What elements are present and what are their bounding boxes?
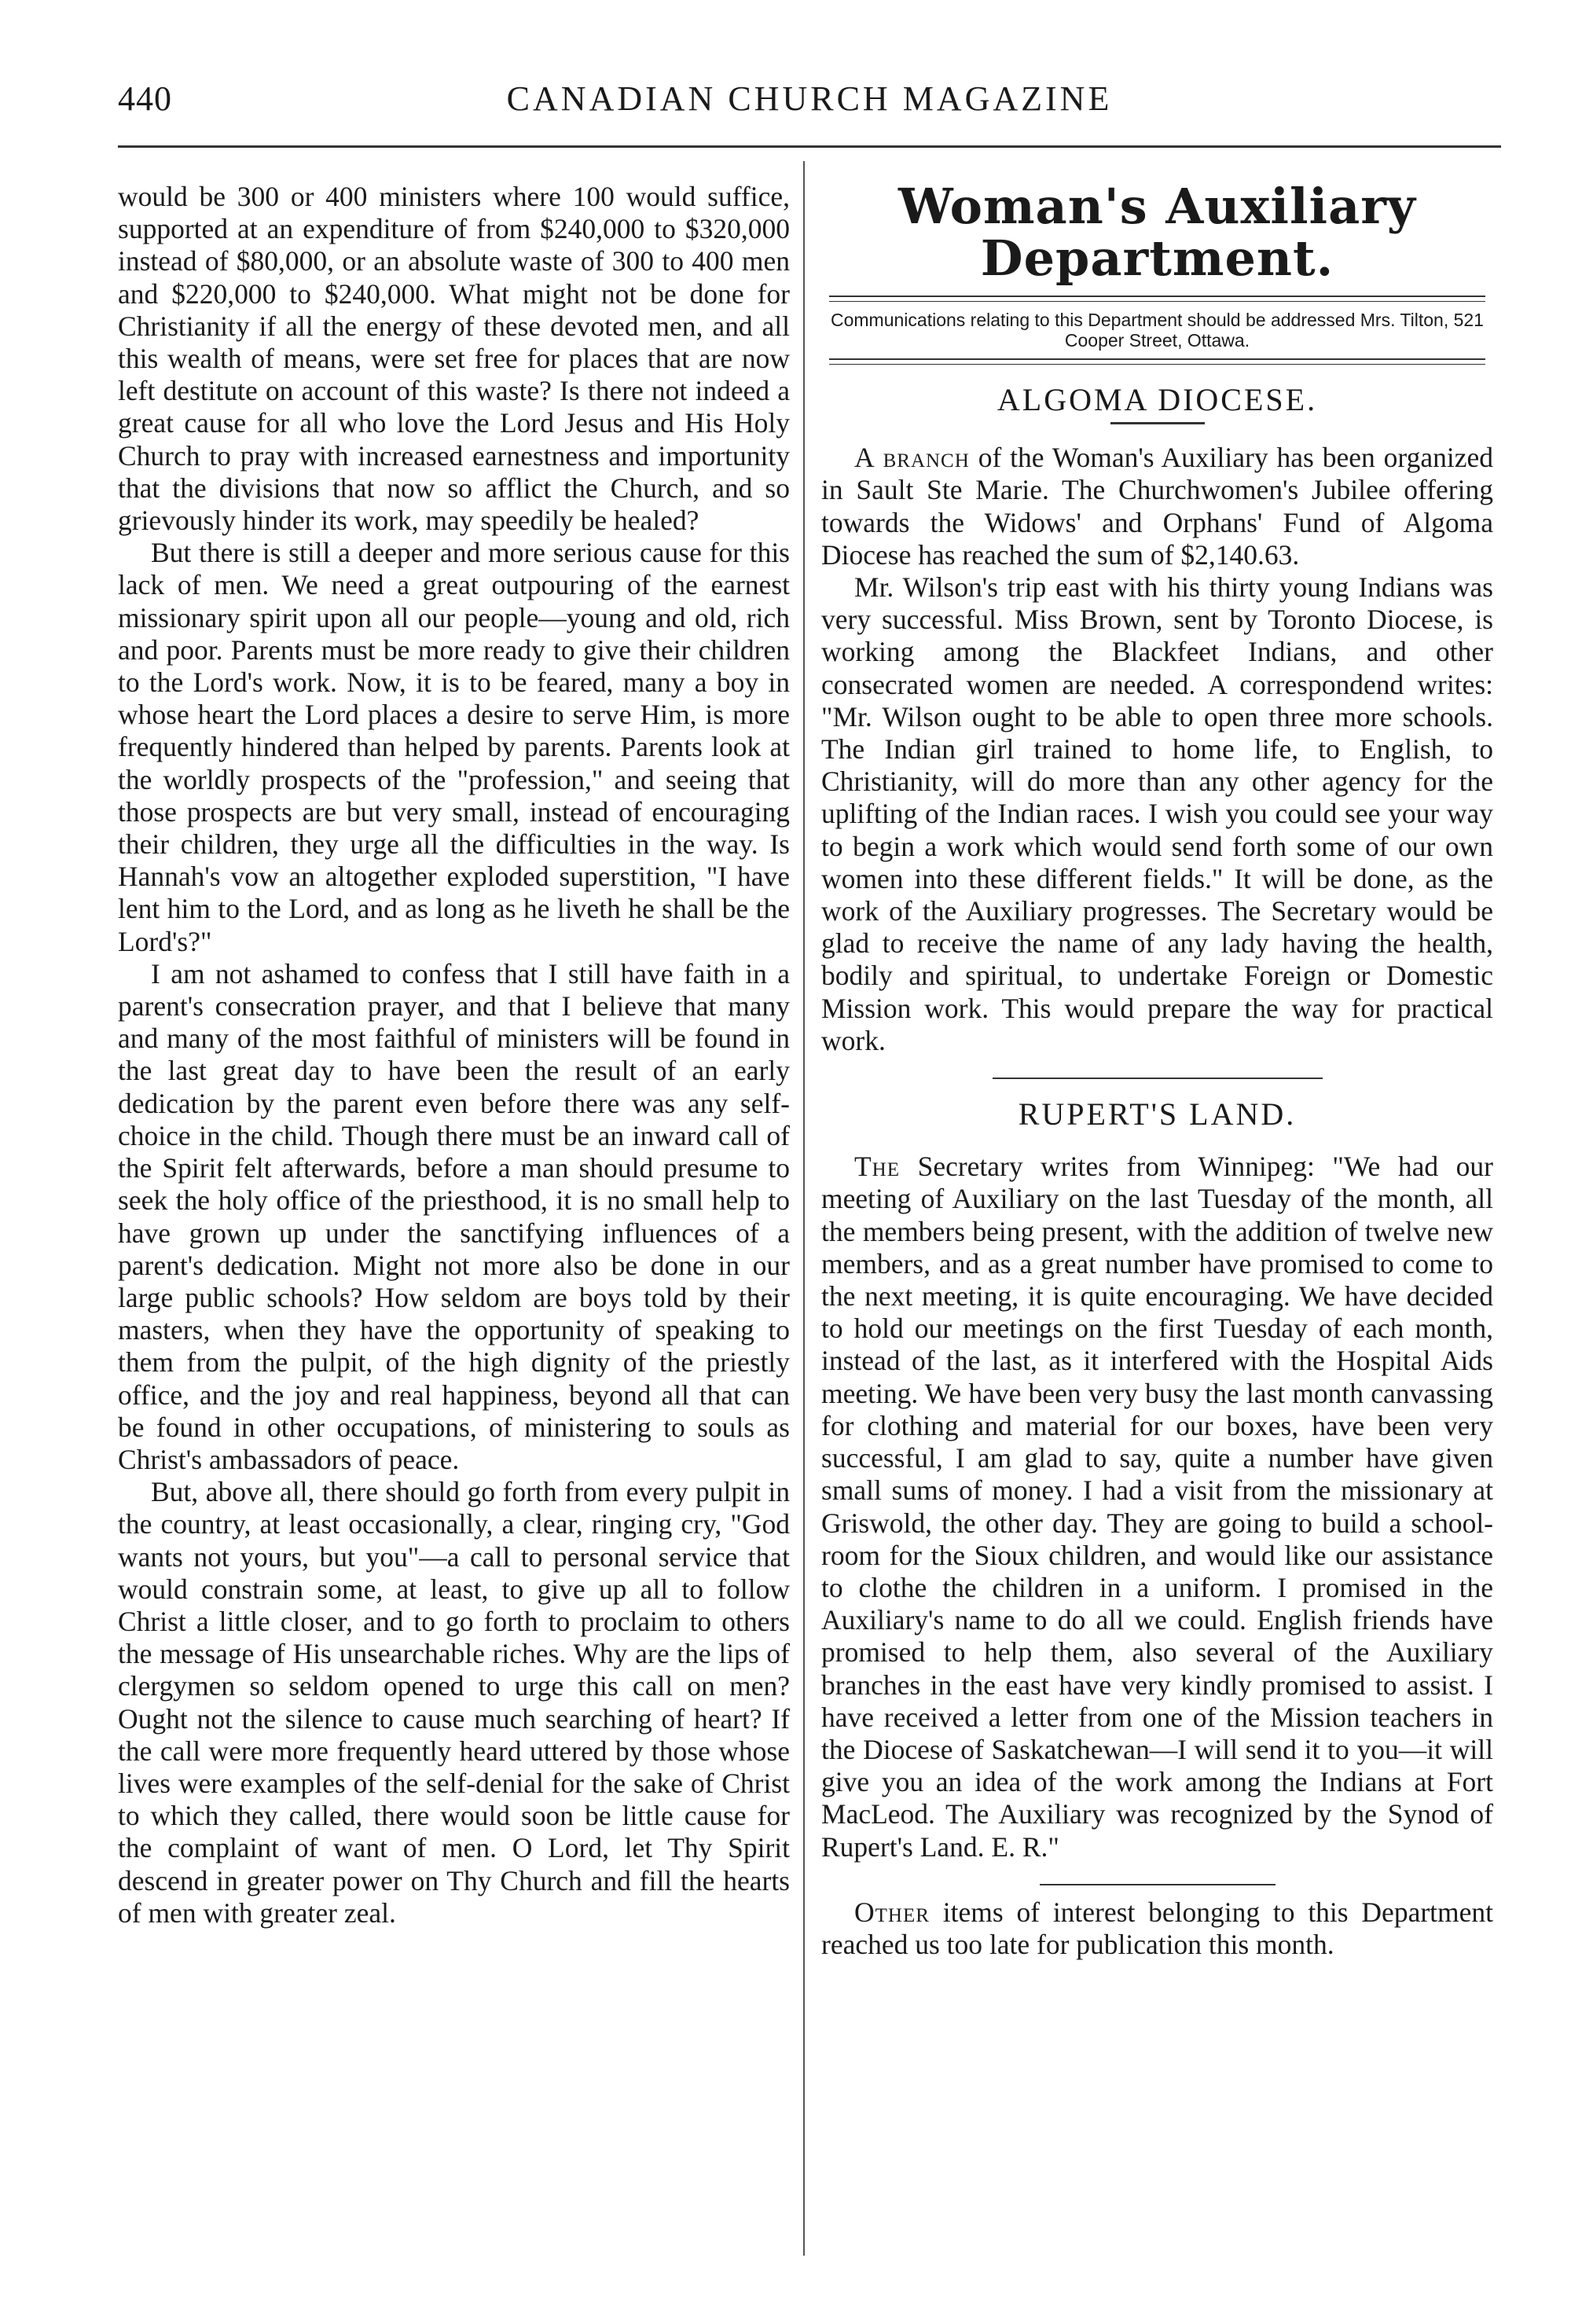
section-divider (1040, 1884, 1276, 1885)
paragraph-text: items of interest belonging to this Department reached us too late for publication this month. (821, 1896, 1493, 1960)
section-heading-algoma: ALGOMA DIOCESE. (997, 382, 1318, 417)
page-header (118, 79, 1501, 134)
department-title: Woman's Auxiliary Department. (898, 178, 1416, 287)
paragraph: would be 300 or 400 ministers where 100 would suffice, supported at an expenditure of from $240,000 to $320,000 instead of $80,000, or an absolute waste of 300 to 400 men and $220,000 to $240,000. What might not be done for Christianity if all the energy of these devoted men, and all this wealth of means, were set free for places that are now left destitute on account of this waste? Is there not indeed a great cause for all who love the Lord Jesus and His Holy Church to pray with increased earnestness and importunity that the divisions that now so afflict the Church, and so grievously hinder its work, may speedily be healed? (118, 181, 790, 537)
right-column (821, 178, 1493, 2256)
closing-paragraph (821, 1896, 1493, 1961)
column-divider (803, 161, 805, 2256)
title-rule (829, 296, 1485, 302)
department-note: Communications relating to this Department should be addressed Mrs. Tilton, 521 Cooper Street, Ottawa. (831, 310, 1484, 351)
paragraph-text: Secretary writes from Winnipeg: "We had our meeting of Auxiliary on the last Tuesday of the month, all the members being present, with the addition of twelve new members, and as a great number have promised to come to the next meeting, it is quite encouraging. We have decided to hold our meetings on the first Tuesday of each month, instead of the last, as it interfered with the Hospital Aids meeting. We have been very busy the last month canvassing for clothing and material for our boxes, have been very successful, I am glad to say, quite a number have given small sums of money. I had a visit from the missionary at Griswold, the other day. They are going to build a school-room for the Sioux children, and would like our assistance to clothe the children in a uniform. I promised in the Auxiliary's name to do all we could. English friends have promised to help them, also several of the Auxiliary branches in the east have very kindly promised to assist. I have received a letter from one of the Mission teachers in the Diocese of Saskatchewan—I will send it to you—it will give you an idea of the work among the Indians at Fort MacLeod. The Auxiliary was recognized by the Synod of Rupert's Land. E. R." (821, 1151, 1493, 1863)
left-column (118, 181, 790, 2256)
paragraph (821, 571, 1493, 1057)
paragraph-text: Mr. Wilson's trip east with his thirty young Indians was very successful. Miss Brown, sent by Toronto Diocese, is working among the Blackfeet Indians, and other consecrated women are needed. A correspondend writes: "Mr. Wilson ought to be able to open three more schools. The Indian girl trained to home life, to English, to Christianity, will do more than any other agency for the uplifting of the Indian races. I wish you could see your way to begin a work which would send forth some of our own women into these different fields." It will be done, as the work of the Auxiliary progresses. The Secretary would be glad to receive the name of any lady having the health, bodily and spiritual, to undertake Foreign or Domestic Mission work. This would prepare the way for practical work. (821, 571, 1493, 1056)
paragraph-text: of the Woman's Auxiliary has been organized in Sault Ste Marie. The Churchwomen's Jubilee offering towards the Widows' and Orphans' Fund of Algoma Diocese has reached the sum of $2,140.63. (821, 442, 1493, 571)
lead-word: Other (854, 1896, 930, 1928)
paragraph: But there is still a deeper and more serious cause for this lack of men. We need a great outpouring of the earnest missionary spirit upon all our people—young and old, rich and poor. Parents must be more ready to give their children to the Lord's work. Now, it is to be feared, many a boy in whose heart the Lord places a desire to serve Him, is more frequently hindered than helped by parents. Parents look at the worldly prospects of the "profession," and seeing that those prospects are but very small, instead of encouraging their children, they urge all the difficulties in the way. Is Hannah's vow an altogether exploded superstition, "I have lent him to the Lord, and as long as he liveth he shall be the Lord's?" (118, 537, 790, 957)
paragraph (821, 1151, 1493, 1863)
header-rule (118, 145, 1501, 148)
section-divider (993, 1078, 1323, 1079)
paragraph (821, 442, 1493, 571)
section-heading-ruperts-land: RUPERT'S LAND. (1018, 1096, 1297, 1133)
note-rule (829, 358, 1485, 365)
heading-ornament (1110, 422, 1205, 424)
running-title: CANADIAN CHURCH MAGAZINE (506, 79, 1113, 118)
lead-word: A branch (854, 442, 970, 474)
page-number: 440 (118, 79, 172, 118)
lead-word: The (854, 1151, 901, 1183)
paragraph: I am not ashamed to confess that I still have faith in a parent's consecration prayer, and that I believe that many and many of the most faithful of ministers will be found in the last great day to have been the result of an early dedication by the parent even before there was any self-choice in the child. Though there must be an inward call of the Spirit felt afterwards, before a man should presume to seek the holy office of the priesthood, it is no small help to have grown up under the sanctifying influences of a parent's dedication. Might not more also be done in our large public schools? How seldom are boys told by their masters, when they have the opportunity of speaking to them from the pulpit, of the high dignity of the priestly office, and the joy and real happiness, beyond all that can be found in other occupations, of ministering to souls as Christ's ambassadors of peace. (118, 957, 790, 1475)
paragraph: But, above all, there should go forth from every pulpit in the country, at least occasionally, a clear, ringing cry, "God wants not yours, but you"—a call to personal service that would constrain some, at least, to give up all to follow Christ a little closer, and to go forth to proclaim to others the message of His unsearchable riches. Why are the lips of clergymen so seldom opened to urge this call on men? Ought not the silence to cause much searching of heart? If the call were more frequently heard uttered by those whose lives were examples of the self-denial for the sake of Christ to which they called, there would soon be little cause for the complaint of want of men. O Lord, let Thy Spirit descend in greater power on Thy Church and fill the hearts of men with greater zeal. (118, 1476, 790, 1929)
